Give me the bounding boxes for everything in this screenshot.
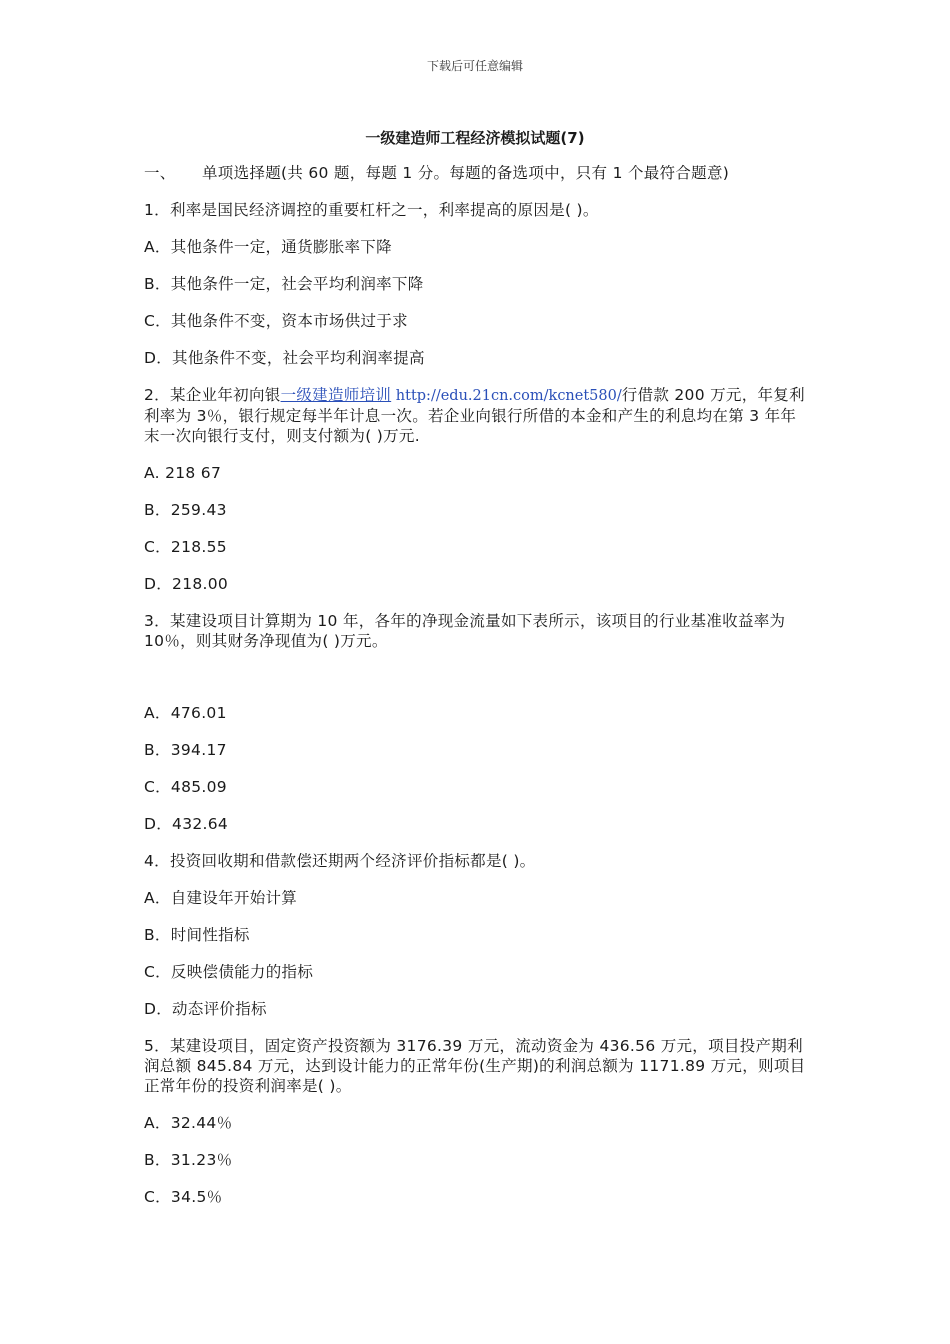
training-url-link[interactable]: http://edu.21cn.com/kcnet580/ bbox=[391, 388, 622, 404]
question-1-option-a: A．其他条件一定，通货膨胀率下降 bbox=[144, 238, 392, 256]
question-2-option-c: C．218.55 bbox=[144, 538, 227, 556]
question-1-option-c: C．其他条件不变，资本市场供过于求 bbox=[144, 312, 408, 330]
section-number: 一、 bbox=[144, 164, 176, 182]
question-4-option-b: B．时间性指标 bbox=[144, 926, 250, 944]
page-header-note: 下载后可任意编辑 bbox=[426, 59, 523, 73]
training-link[interactable]: 一级建造师培训 bbox=[280, 386, 392, 404]
question-5-option-a: A．32.44％ bbox=[144, 1114, 233, 1132]
question-5-option-c: C．34.5％ bbox=[144, 1188, 223, 1206]
question-1-stem: 1．利率是国民经济调控的重要杠杆之一，利率提高的原因是( )。 bbox=[144, 201, 599, 219]
section-heading bbox=[144, 163, 809, 183]
question-3-stem: 3．某建设项目计算期为 10 年，各年的净现金流量如下表所示，该项目的行业基准收益率为 10％，则其财务净现值为( )万元。 bbox=[144, 612, 786, 650]
question-2-stem bbox=[144, 385, 809, 446]
question-2-option-a: A. 218 67 bbox=[144, 464, 222, 482]
question-4-option-c: C．反映偿债能力的指标 bbox=[144, 963, 314, 981]
question-2-stem-before: 2．某企业年初向银 bbox=[144, 386, 281, 404]
question-5-option-b: B．31.23％ bbox=[144, 1151, 233, 1169]
question-5-stem: 5．某建设项目，固定资产投资额为 3176.39 万元，流动资金为 436.56 万元，项目投产期利 润总额 845.84 万元，达到设计能力的正常年份(生产期)的利润总额为 1171.89 万元，则项目正常年份的投资利润率是( )。 bbox=[144, 1037, 806, 1095]
table-placeholder-gap bbox=[144, 668, 809, 703]
document-body bbox=[144, 163, 809, 1224]
question-2-stem-after: 行借款 200 万元，年复利利率为 3％，银行规定每半年计息一次。若企业向银行所借的本金和产生的利息均在第 3 年年末一次向银行支付，则支付额为( )万元. bbox=[144, 386, 805, 445]
document-title: 一级建造师工程经济模拟试题(7) bbox=[365, 129, 585, 147]
section-text: 单项选择题(共 60 题，每题 1 分。每题的备选项中，只有 1 个最符合题意) bbox=[202, 164, 730, 182]
question-4-option-a: A．自建设年开始计算 bbox=[144, 889, 298, 907]
question-2-option-b: B．259.43 bbox=[144, 501, 227, 519]
question-2-option-d: D．218.00 bbox=[144, 575, 229, 593]
question-3-option-c: C．485.09 bbox=[144, 778, 227, 796]
question-1-option-d: D．其他条件不变，社会平均利润率提高 bbox=[144, 349, 425, 367]
question-4-option-d: D．动态评价指标 bbox=[144, 1000, 267, 1018]
question-1-option-b: B．其他条件一定，社会平均利润率下降 bbox=[144, 275, 424, 293]
question-3-option-d: D．432.64 bbox=[144, 815, 229, 833]
question-3-option-b: B．394.17 bbox=[144, 741, 227, 759]
question-3-option-a: A．476.01 bbox=[144, 704, 227, 722]
question-4-stem: 4．投资回收期和借款偿还期两个经济评价指标都是( )。 bbox=[144, 852, 536, 870]
